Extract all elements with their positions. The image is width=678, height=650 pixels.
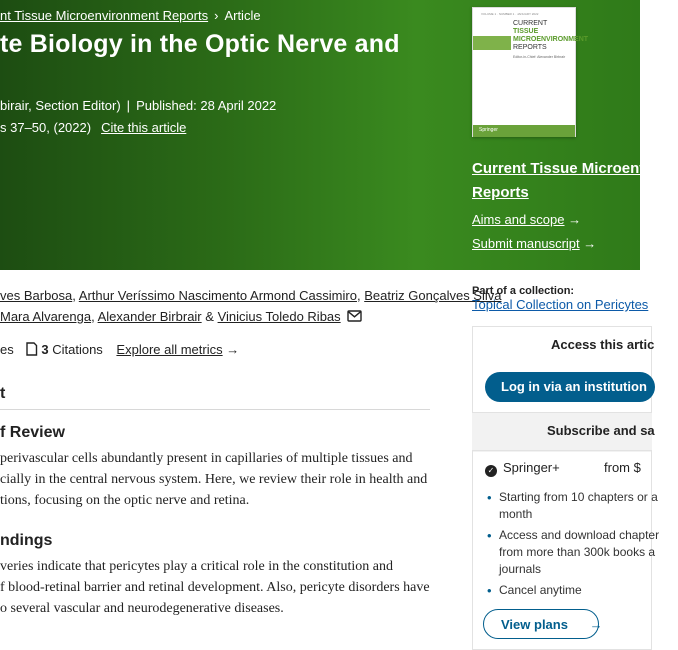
access-article-panel [472, 326, 678, 414]
arrow-right-icon: → [664, 379, 678, 394]
journal-cover-image[interactable] [472, 7, 589, 137]
benefit-item: • Starting from 10 chapters or a [485, 489, 655, 506]
journal-name-link[interactable] [472, 157, 676, 205]
purpose-of-review-text [0, 448, 427, 511]
collection-label: Part of a collection: [472, 285, 575, 297]
abstract-heading: t [0, 385, 6, 402]
meta-divider: | [126, 98, 131, 113]
recent-findings-text [0, 556, 430, 619]
benefit-item: • Access and download chapter [485, 527, 655, 544]
recent-findings-heading: ndings [0, 532, 53, 549]
explore-all-metrics-link[interactable]: Explore all metrics [116, 342, 223, 357]
paragraph-line: f blood-retinal barrier and retinal development. Also, pericyte disorders have [0, 580, 430, 595]
paragraph-line: veries indicate that pericytes play a critical role in the constitution and [0, 559, 394, 574]
article-meta-line [0, 98, 276, 113]
benefit-item-continuation: month [499, 507, 533, 521]
cover-name-line: MICROENVIRONMENT [513, 36, 589, 43]
cover-name-line: REPORTS [513, 44, 547, 51]
paragraph-line: o several vascular and neurodegenerative diseases. [0, 601, 284, 616]
breadcrumb [0, 8, 261, 23]
paragraph-line: perivascular cells abundantly present in capillaries of multiple tissues and [0, 451, 413, 466]
aims-and-scope-link[interactable] [472, 212, 581, 227]
breadcrumb-separator-icon: › [214, 8, 219, 23]
springer-logo-icon: Springer [479, 127, 498, 133]
author-list-line2 [0, 309, 362, 324]
journal-name-line[interactable]: Reports [472, 184, 529, 201]
citations-label: Citations [52, 342, 103, 357]
cover-name-line: TISSUE [513, 28, 539, 35]
citations-icon [25, 342, 38, 356]
topical-collection-link[interactable]: Topical Collection on Pericytes [472, 297, 649, 312]
cover-name-line: CURRENT [513, 20, 548, 27]
author-link[interactable]: Vinicius Toledo Ribas [217, 309, 341, 324]
author-list-line1 [0, 288, 501, 303]
author-link[interactable]: Beatriz Gonçalves Silva [364, 288, 502, 303]
cover-editor-text: Editor-in-Chief: Alexander Birbrair [513, 55, 566, 59]
submit-manuscript-label: Submit manuscript [472, 236, 580, 251]
arrow-right-icon: → [583, 236, 597, 251]
view-plans-label: View plans [501, 617, 568, 632]
benefit-item-continuation: journals [499, 562, 542, 576]
arrow-right-icon: → [226, 342, 240, 357]
email-icon[interactable] [347, 310, 362, 322]
cite-this-article-link[interactable]: Cite this article [101, 120, 187, 135]
accesses-label: es [0, 342, 14, 357]
citations-count: 3 [41, 342, 49, 357]
login-button-label: Log in via an institution [501, 379, 647, 394]
breadcrumb-journal-link[interactable]: nt Tissue Microenvironment Reports [0, 8, 209, 23]
cover-color-band [473, 36, 511, 50]
purpose-of-review-heading: f Review [0, 424, 65, 441]
section-editor-note: birair, Section Editor) [0, 98, 121, 113]
article-pages: s 37–50, (2022) [0, 120, 92, 135]
check-circle-icon: ✓ [485, 465, 497, 477]
subscribe-header [472, 412, 655, 452]
springer-plus-label: Springer+ [503, 460, 560, 475]
benefit-item: • Cancel anytime [485, 582, 655, 599]
view-plans-button[interactable] [483, 609, 603, 639]
login-institution-button[interactable] [485, 372, 678, 402]
arrow-right-icon: → [589, 617, 603, 632]
breadcrumb-current: Article [224, 8, 261, 23]
author-link[interactable]: Mara Alvarenga [0, 309, 92, 324]
subscribe-heading: Subscribe and sa [547, 423, 655, 438]
author-link[interactable]: ves Barbosa [0, 288, 73, 303]
cover-journal-name [513, 20, 589, 52]
article-citation-line [0, 120, 186, 135]
article-hero-banner [0, 0, 676, 270]
cover-issue-text: VOLUME 1 · NUMBER 1 · JANUARY 2022 [481, 12, 539, 16]
article-title: te Biology in the Optic Nerve and [0, 30, 400, 58]
author-link[interactable]: Arthur Veríssimo Nascimento Armond Cassimiro [78, 288, 357, 303]
springer-plus-panel [472, 450, 660, 650]
author-separator: , [72, 288, 76, 303]
access-heading: Access this artic [551, 337, 655, 352]
author-ampersand: & [205, 309, 214, 324]
author-separator: , [356, 288, 361, 303]
author-separator: , [91, 309, 95, 324]
paragraph-line: cially in the central nervous system. Here, we review their role in health and [0, 472, 428, 487]
author-link[interactable]: Alexander Birbrair [97, 309, 202, 324]
springer-plus-price: from $ [604, 460, 641, 475]
benefit-item-continuation: from more than 300k books a [499, 545, 656, 559]
journal-name-line[interactable]: Current Tissue Microenviron [472, 160, 676, 177]
paragraph-line: tions, focusing on the optic nerve and retina. [0, 493, 250, 508]
springer-plus-benefits [485, 489, 660, 603]
submit-manuscript-link[interactable] [472, 236, 596, 251]
arrow-right-icon: → [568, 212, 582, 227]
springer-plus-option [485, 460, 560, 477]
aims-and-scope-label: Aims and scope [472, 212, 565, 227]
article-metrics [0, 342, 239, 357]
published-date: Published: 28 April 2022 [136, 98, 277, 113]
section-divider [0, 409, 430, 410]
